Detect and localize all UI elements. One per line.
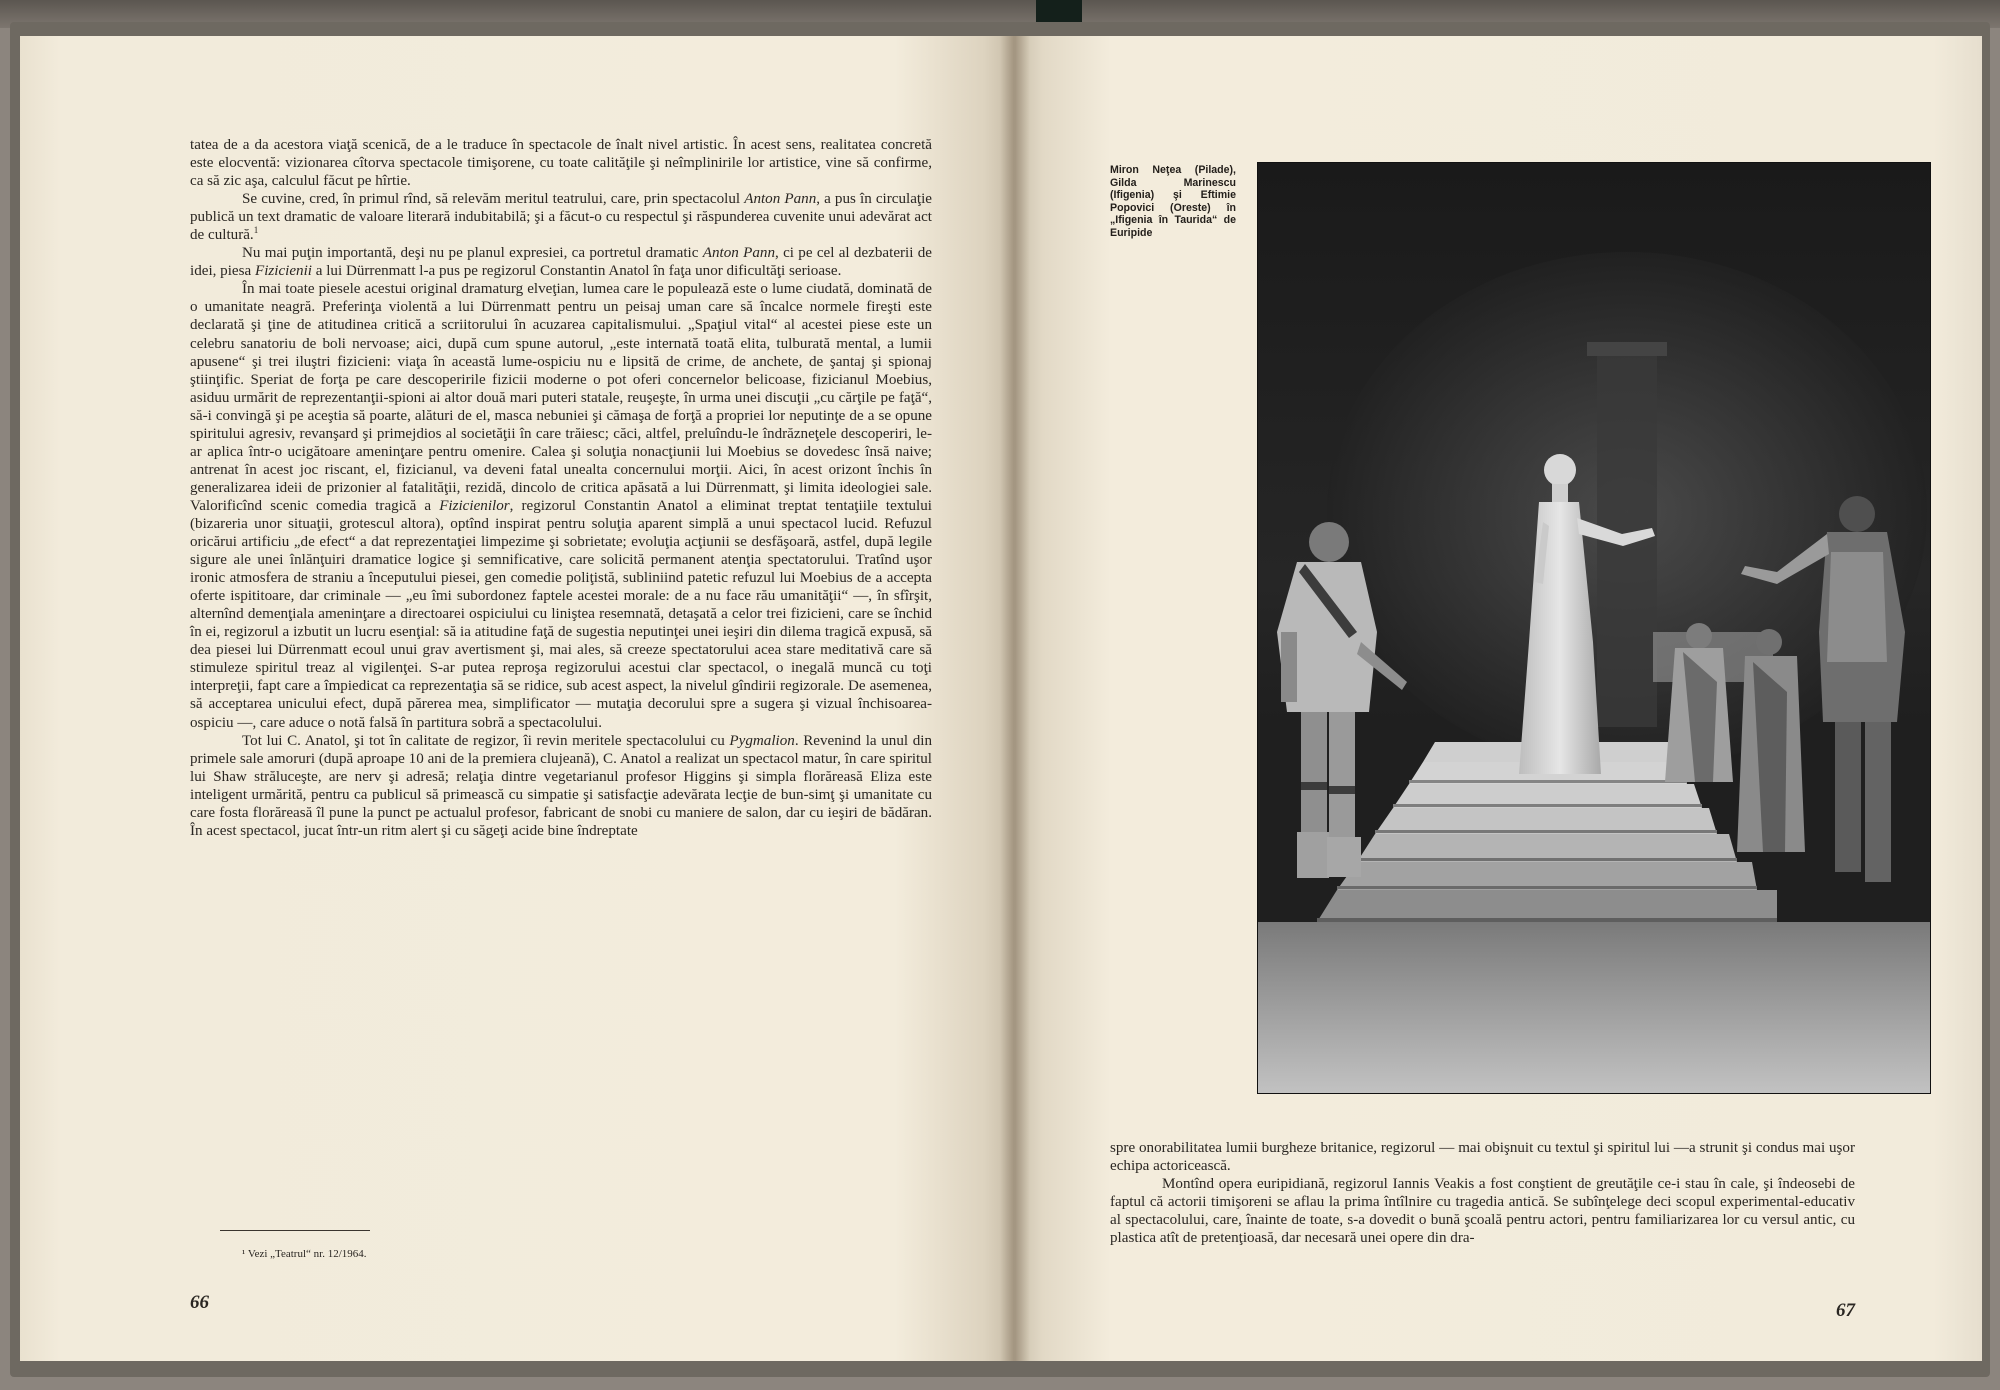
text-run: spre onorabilitatea lumii burgheze britanice, regizorul — mai obişnuit cu textul şi spiritul lui —a strunit şi condus mai uşor echipa actoricească.	[1110, 1140, 1855, 1175]
footnote-marker: 1	[253, 225, 259, 236]
italic-title: Anton Pann	[744, 191, 817, 208]
paragraph	[190, 280, 932, 731]
italic-title: Fizicienilor	[439, 497, 510, 514]
paragraph	[190, 190, 932, 244]
photo-caption: Miron Neţea (Pilade), Gilda Marinescu (Ifigenia) şi Eftimie Popovici (Oreste) în „Ifigenia în Taurida“ de Euripide	[1110, 164, 1236, 239]
paragraph	[1110, 1139, 1855, 1175]
stage-photo-image	[1257, 162, 1931, 1094]
left-page	[20, 36, 1014, 1361]
paragraph	[190, 244, 932, 280]
right-page	[1014, 36, 1982, 1361]
italic-title: Pygmalion	[729, 732, 795, 749]
right-text-column	[1110, 1139, 1855, 1247]
text-run: , a pus în circulaţie publică un text dramatic de valoare literară indubitabilă; şi a făcut-o cu respectul şi răspunderea cuvenite unui adevărat act de cultură.	[190, 191, 932, 244]
text-run: Tot lui C. Anatol, şi tot în calitate de regizor, îi revin meritele spectacolului cu	[242, 732, 730, 749]
paragraph	[190, 732, 932, 840]
scan-dark-mark	[1036, 0, 1082, 22]
book-spread	[10, 22, 1990, 1377]
page-number-right: 67	[1836, 1300, 1855, 1321]
text-run: Montînd opera euripidiană, regizorul Iannis Veakis a fost conştient de greutăţile ce-i stau în cale, şi îndeosebi de faptul că actorii timişoreni se aflau la prima întîlnire cu tragedia antică. Se subînţelege deci scopul experimental-educativ al spectacolului, care, înainte de toate, s-a dovedit o bună şcoală pentru actori, pentru familiarizarea lor cu versul antic, cu plastica atît de pretenţioasă, dar necesară unei opere din dra-	[1110, 1176, 1855, 1247]
text-run: , ci pe cel al dezbaterii de idei, piesa	[190, 245, 932, 280]
book-gutter	[1000, 36, 1030, 1361]
left-text-column	[190, 136, 932, 840]
footnote-rule	[220, 1230, 370, 1231]
text-run: tatea de a da acestora viaţă scenică, de a le traduce în spectacole de înalt nivel artistic. În acest sens, realitatea concretă este elocventă: vizionarea cîtorva spectacole timişorene, cu toate calităţile şi neîmplinirile lor artistice, vine să confirme, ca să zic aşa, calculul făcut pe hîrtie.	[190, 137, 932, 190]
text-run: , regizorul Constantin Anatol a eliminat treptat tentaţiile textului (bizareria unor situaţii, grotescul altora), optînd inspirat pentru soluţia aparent simplă a unui spectacol lucid. Refuzul oricărui artificiu „de efect“ a dat reprezentaţiei limpezime şi sobrietate; evoluţia acţiunii se desfăşoară, astfel, după legile sigure ale unei înlănţuiri dramatice logice şi semnificative, care solicită permanent atenţia spectatorului. Tratînd uşor ironic atmosfera de straniu a începutului piesei, gen comedie poliţistă, subliniind patetic refuzul lui Moebius de a accepta oferte ispititoare, dar criminale — „eu îmi subordonez faptele acestei morale: de a nu face rău umanităţii“ —, în sfîrşit, alternînd demenţiala ameninţare a directoarei ospiciului cu liniştea resemnată, detaşată a celor trei fizicieni, care se închid în ei, regizorul a izbutit un lucru esenţial: să ia atitudine faţă de sugestia neputinţei unei ieşiri din dilema tragică expusă, să dea piesei lui Dürrenmatt ecoul unui grav avertisment şi, mai ales, să creeze spectatorului acea stare meditativă care să stimuleze spiritul treaz al vigilenţei. S-ar putea reproşa regizorului acestui clar spectacol, o inegală muncă cu toţi interpreţii, fapt care a împiedicat ca reprezentaţia să se ridice, sub acest aspect, la nivelul gîndirii regizorale. De asemenea, să acceptarea unicului efect, după părerea mea, simplificator — mutaţia decorului spre a sugera şi vizual închisoarea-ospiciu —, care aduce o notă falsă în partitura sobră a spectacolului.	[190, 497, 932, 731]
paragraph	[190, 136, 932, 190]
page-number-left: 66	[190, 1292, 209, 1313]
text-run: Nu mai puţin importantă, deşi nu pe planul expresiei, ca portretul dramatic	[242, 245, 703, 262]
text-run: Se cuvine, cred, în primul rînd, să relevăm meritul teatrului, care, prin spectacolul	[242, 191, 745, 208]
text-run: . Revenind la unul din primele sale amoruri (după aproape 10 ani de la premiera clujeană), C. Anatol a realizat un spectacol matur, în care spiritul lui Shaw străluceşte, are nerv şi adresă; relaţia dintre vegetarianul profesor Higgins şi simpla florăreasă Eliza este inteligent urmărită, pentru ca publicul să primească cu simpatie şi satisfacţie adevărata lecţie de bun-simţ şi umanitate cu care fosta florăreasă îl pune la punct pe actualul profesor, fabricant de snobi cu maniere de salon, dar cu ieşiri de bădăran. În acest spectacol, jucat într-un ritm alert şi cu săgeţi acide bine îndreptate	[190, 732, 933, 839]
text-run: a lui Dürrenmatt l-a pus pe regizorul Constantin Anatol în faţa unor dificultăţi serioase.	[311, 263, 842, 280]
stage-photo	[1257, 162, 1931, 1094]
italic-title: Fizicienii	[254, 263, 312, 280]
text-run: În mai toate piesele acestui original dramaturg elveţian, lumea care le populează este o lume ciudată, dominată de o umanitate neagră. Preferinţa violentă a lui Dürrenmatt pentru un peisaj uman care să încalce normele fireşti este declarată şi ţine de atitudinea critică a scriitorului în acuzarea capitalismului. „Spaţiul vital“ al acestei piese este un celebru sanatoriu de boli nervoase; aici, după cum spune autorul, „este internată toată elita, tulburată mental, a lumii apusene“ şi trei iluştri fizicieni: viaţa în această lume-ospiciu nu e lipsită de crime, de anchete, de şantaj şi spionaj ştiinţific. Speriat de forţa pe care descoperirile fizicii moderne o pot oferi concernelor belicoase, fizicianul Moebius, asiduu urmărit de reprezentanţii-spioni ai altor două mari puteri statale, reuşeşte, în urma unei discuţii „cu cărţile pe faţă“, să-i convingă şi pe aceştia să poarte, alături de el, masca nebuniei şi cămaşa de forţă a propriei lor neputinţe de a se opune spiritului agresiv, revanşard şi primejdios al societăţii în care trăiesc; căci, altfel, preluîndu-le îndrăzneţele descoperiri, le-ar aplica într-o ucigătoare ameninţare pentru omenire. Calea şi soluţia nonacţiunii lui Moebius se dovedesc însă naive; antrenat în acest joc riscant, el, fizicianul, va deveni fatal unealta concernului morţii. Aici, în acest orizont închis în generalizarea ideii de prizonier al fatalităţii, rezidă, dincolo de critica apăsată a lui Dürrenmatt, şi limita ideologiei sale. Valorificînd scenic comedia tragică a	[190, 281, 932, 514]
italic-title: Anton Pann	[702, 245, 775, 262]
footnote: ¹ Vezi „Teatrul“ nr. 12/1964.	[242, 1248, 367, 1260]
paragraph	[1110, 1175, 1855, 1247]
